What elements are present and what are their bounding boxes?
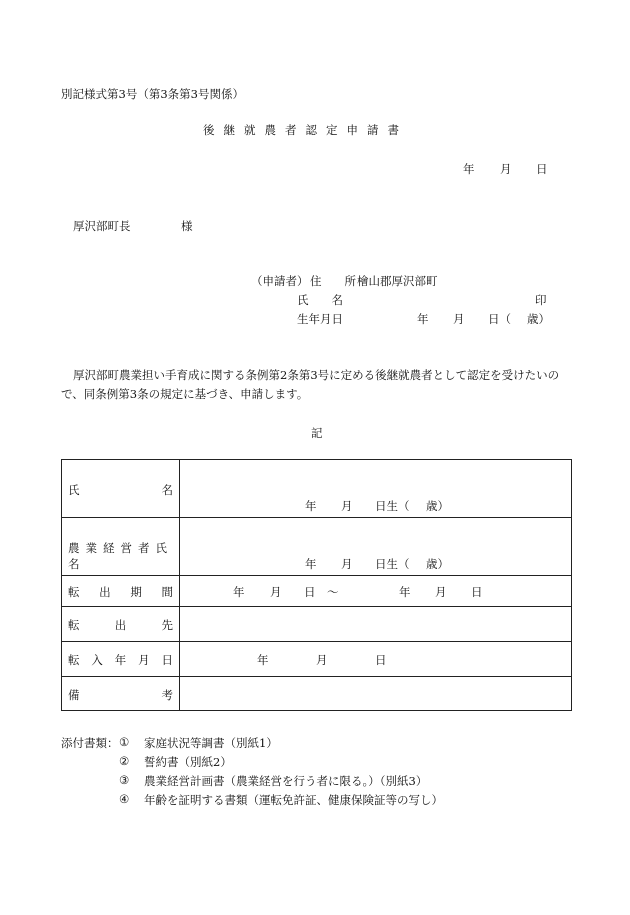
period-label-c3: 期	[130, 585, 142, 599]
remarks-label-cell	[62, 677, 180, 711]
move-in-label-c4: 月	[138, 653, 150, 667]
date-year: 年	[463, 162, 475, 176]
period-label-c4: 間	[161, 585, 173, 599]
move-in-label-c1: 転	[68, 653, 80, 667]
birthdate-label: 生年月日	[297, 312, 343, 326]
destination-label-c2: 出	[114, 618, 127, 632]
remarks-value-cell[interactable]	[180, 677, 572, 711]
document-title: 後継就農者認定申請書	[203, 123, 408, 137]
period-label	[68, 584, 173, 600]
destination-label	[68, 617, 173, 633]
attachment-3-text: 農業経営計画書（農業経営を行う者に限る。）（別紙3）	[144, 774, 428, 788]
row2-birth-year: 年	[305, 557, 317, 571]
row2-birth-age: 歳）	[426, 557, 449, 571]
table-row-period	[62, 576, 572, 607]
period-label-c2: 出	[99, 585, 111, 599]
destination-label-cell	[62, 607, 180, 642]
attachment-4-text: 年齢を証明する書類（運転免許証、健康保険証等の写し）	[144, 793, 443, 807]
application-table	[61, 459, 572, 711]
applicant-prefix: （申請者）	[251, 274, 309, 288]
name-value-cell[interactable]	[180, 460, 572, 518]
table-row-remarks	[62, 677, 572, 711]
name-label-cell	[62, 460, 180, 518]
movein-month: 月	[316, 653, 328, 667]
form-reference: 別記様式第3号（第3条第3号関係）	[61, 87, 244, 101]
birth-year: 年	[417, 312, 429, 326]
name-label-a: 氏	[68, 483, 80, 497]
destination-label-c1: 転	[68, 618, 80, 632]
birth-month: 月	[453, 312, 465, 326]
row2-birth-month: 月	[341, 557, 353, 571]
recipient-honorific: 様	[181, 219, 193, 233]
attachment-3-num: ③	[119, 773, 130, 787]
recipient-name: 厚沢部町長	[73, 219, 131, 233]
table-row-operator	[62, 518, 572, 576]
period-label-c1: 転	[68, 585, 80, 599]
move-in-label	[68, 652, 173, 668]
address-value: 檜山郡厚沢部町	[357, 274, 438, 288]
period-label-cell	[62, 576, 180, 607]
move-in-value-cell[interactable]	[180, 642, 572, 677]
period-tilde: ～	[327, 585, 339, 599]
destination-value-cell[interactable]	[180, 607, 572, 642]
row1-birth-age: 歳）	[426, 499, 449, 513]
address-label: 住 所	[310, 274, 356, 288]
date-month: 月	[500, 162, 512, 176]
name-label: 氏 名	[297, 293, 343, 307]
operator-value-cell[interactable]	[180, 518, 572, 576]
attachment-4-num: ④	[119, 792, 130, 806]
period-day-2: 日	[471, 585, 483, 599]
operator-label-cell	[62, 518, 180, 576]
attachments-label: 添付書類：	[61, 736, 119, 750]
attachment-1-num: ①	[119, 735, 130, 749]
period-month: 月	[270, 585, 282, 599]
body-line-2: で、同条例第3条の規定に基づき、申請します。	[61, 387, 309, 401]
remarks-label-b: 考	[161, 688, 173, 702]
birth-age: 歳）	[527, 312, 550, 326]
period-day: 日	[304, 585, 316, 599]
table-row-destination	[62, 607, 572, 642]
movein-day: 日	[375, 653, 387, 667]
row1-birth-day: 日生（	[375, 499, 410, 513]
row1-birth-year: 年	[305, 499, 317, 513]
date-day: 日	[536, 162, 548, 176]
seal-mark: 印	[535, 293, 547, 307]
birth-day: 日（	[488, 312, 511, 326]
period-value-cell[interactable]	[180, 576, 572, 607]
body-line-1: 厚沢部町農業担い手育成に関する条例第2条第3号に定める後継就農者として認定を受けたいの	[73, 368, 560, 382]
move-in-label-cell	[62, 642, 180, 677]
ki-heading: 記	[311, 426, 323, 440]
row2-birth-day: 日生（	[375, 557, 410, 571]
attachment-1-text: 家庭状況等調書（別紙1）	[144, 736, 278, 750]
table-row-move-in	[62, 642, 572, 677]
attachment-2-text: 誓約書（別紙2）	[144, 755, 232, 769]
period-year: 年	[233, 585, 245, 599]
period-month-2: 月	[435, 585, 447, 599]
operator-label: 農業経営者氏名	[68, 541, 173, 571]
attachment-2-num: ②	[119, 754, 130, 768]
destination-label-c3: 先	[161, 618, 173, 632]
period-year-2: 年	[399, 585, 411, 599]
move-in-label-c2: 入	[91, 653, 103, 667]
table-row-name	[62, 460, 572, 518]
move-in-label-c3: 年	[114, 653, 127, 667]
movein-year: 年	[257, 653, 269, 667]
row1-birth-month: 月	[341, 499, 353, 513]
move-in-label-c5: 日	[161, 653, 173, 667]
remarks-label-a: 備	[68, 688, 80, 702]
name-label-b: 名	[161, 483, 173, 497]
